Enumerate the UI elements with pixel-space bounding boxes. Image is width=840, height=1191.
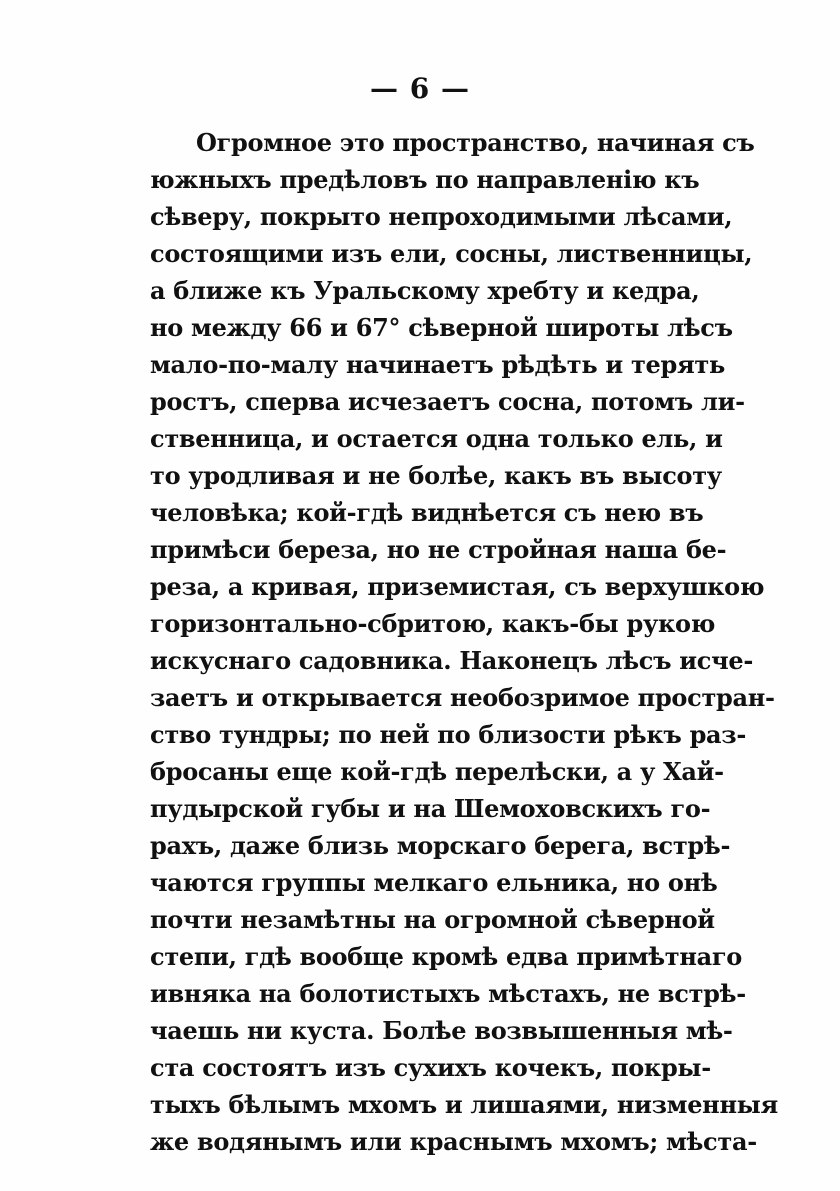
text-line: человѣка; кой-гдѣ виднѣется съ нею въ <box>150 498 704 527</box>
text-line: чаешь ни куста. Болѣе возвышенныя мѣ- <box>150 1016 733 1045</box>
page-number: — 6 — <box>370 72 470 105</box>
text-line: чаются группы мелкаго ельника, но онѣ <box>150 868 718 897</box>
text-line: горизонтально-сбритою, какъ-бы рукою <box>150 609 716 638</box>
text-line: примѣси береза, но не стройная наша бе- <box>150 535 727 564</box>
text-line: заетъ и открывается необозримое простран- <box>150 683 775 712</box>
text-line: то уродливая и не болѣе, какъ въ высоту <box>150 461 722 490</box>
text-line: ственница, и остается одна только ель, и <box>150 424 723 453</box>
text-line: ство тундры; по ней по близости рѣкъ раз- <box>150 720 746 749</box>
text-line: ста состоятъ изъ сухихъ кочекъ, покры- <box>150 1053 711 1082</box>
text-line: почти незамѣтны на огромной сѣверной <box>150 905 715 934</box>
body-text <box>150 124 778 1160</box>
text-line: Огромное это пространство, начиная съ <box>196 128 755 157</box>
text-line: но между 66 и 67° сѣверной широты лѣсъ <box>150 313 733 342</box>
text-line: рахъ, даже близь морскаго берега, встрѣ- <box>150 831 731 860</box>
text-line: ивняка на болотистыхъ мѣстахъ, не встрѣ- <box>150 979 746 1008</box>
text-line: мало-по-малу начинаетъ рѣдѣть и терять <box>150 350 725 379</box>
text-line: степи, гдѣ вообще кромѣ едва примѣтнаго <box>150 942 742 971</box>
text-line: тыхъ бѣлымъ мхомъ и лишаями, низменныя <box>150 1090 778 1119</box>
text-line: состоящими изъ ели, сосны, лиственницы, <box>150 239 753 268</box>
text-line: а ближе къ Уральскому хребту и кедра, <box>150 276 700 305</box>
text-line: бросаны еще кой-гдѣ перелѣски, а у Хай- <box>150 757 724 786</box>
text-line: реза, а кривая, приземистая, съ верхушкою <box>150 572 765 601</box>
text-line: ростъ, сперва исчезаетъ сосна, потомъ ли- <box>150 387 745 416</box>
text-line: южныхъ предѣловъ по направленію къ <box>150 165 700 194</box>
text-line: сѣверу, покрыто непроходимыми лѣсами, <box>150 202 733 231</box>
text-line: пудырской губы и на Шемоховскихъ го- <box>150 794 711 823</box>
text-line: искуснаго садовника. Наконецъ лѣсъ исче- <box>150 646 754 675</box>
text-line: же водянымъ или краснымъ мхомъ; мѣста- <box>150 1127 757 1156</box>
